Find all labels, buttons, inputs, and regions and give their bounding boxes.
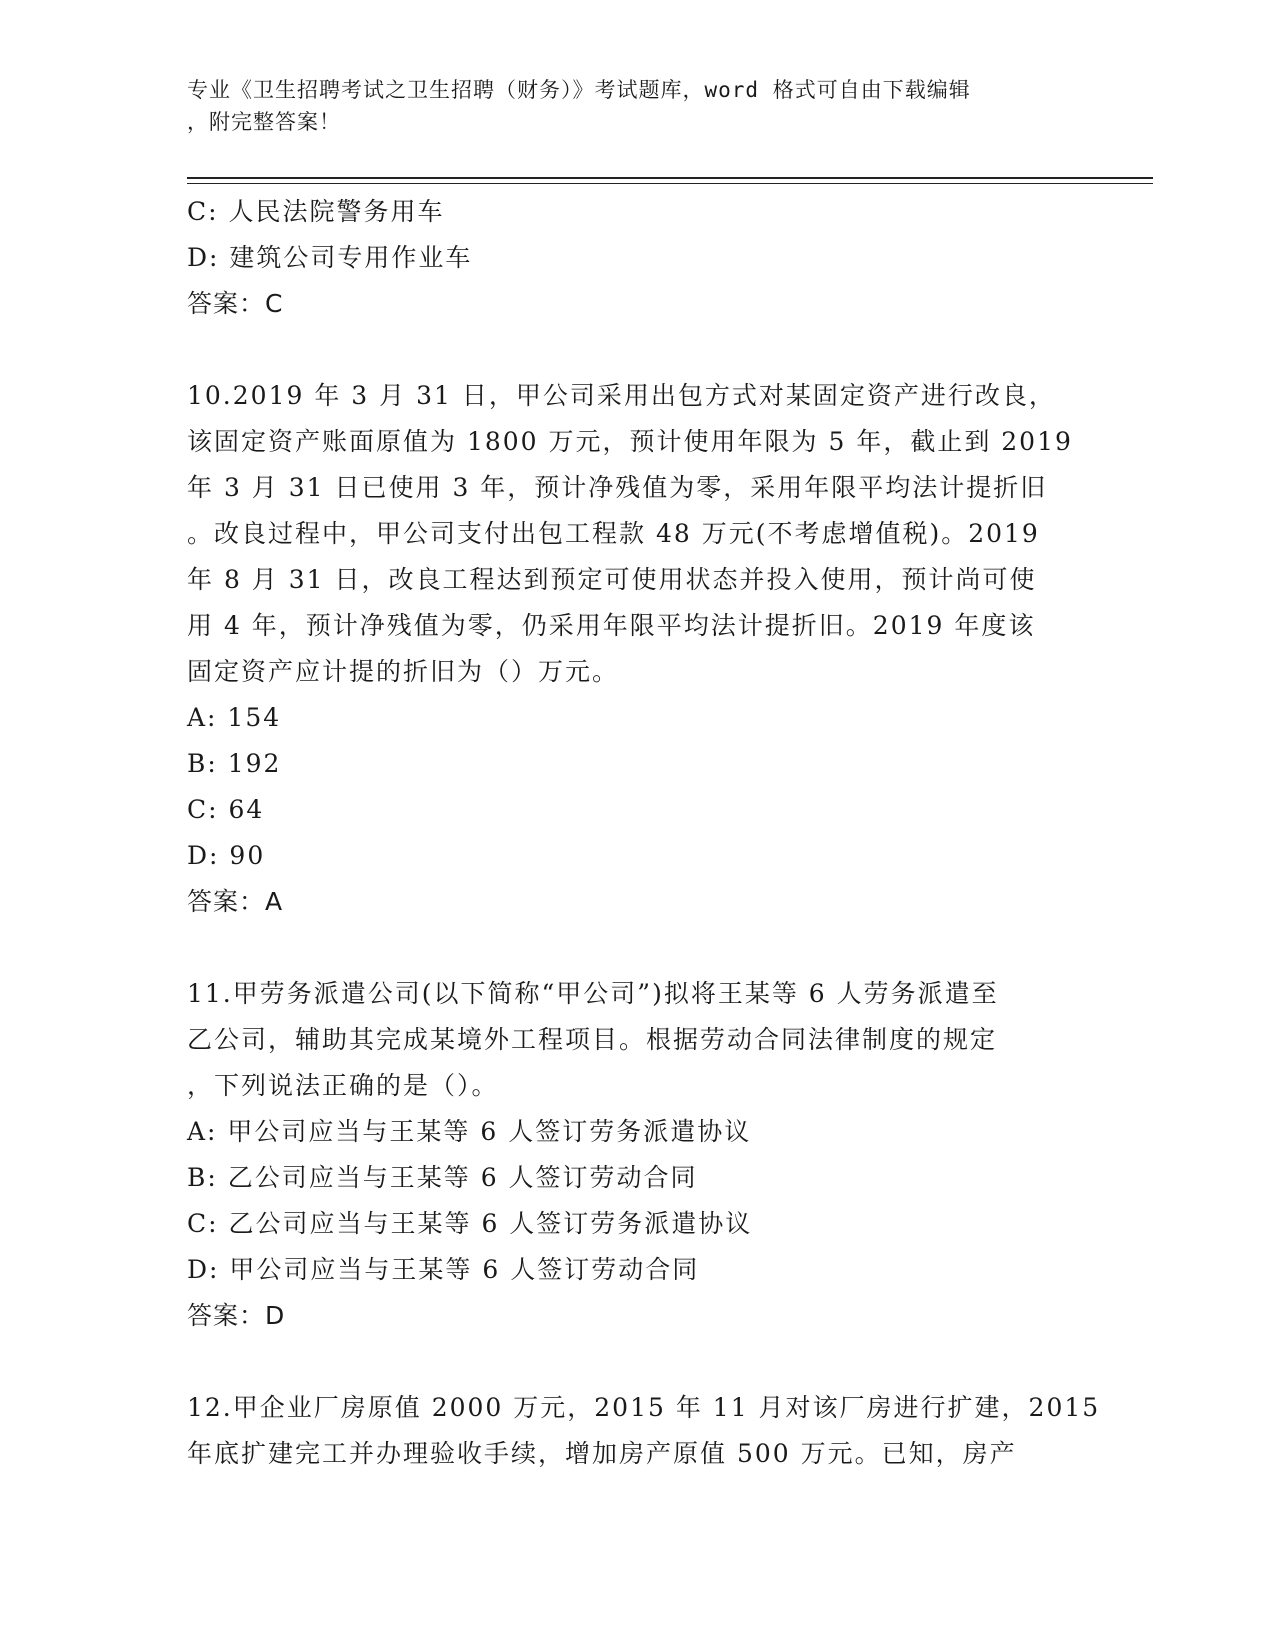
option-a: A: 甲公司应当与王某等 6 人签订劳务派遣协议: [187, 1117, 752, 1146]
option-b: B: 乙公司应当与王某等 6 人签订劳动合同: [187, 1163, 698, 1192]
question-text-line: 用 4 年，预计净残值为零，仍采用年限平均法计提折旧。2019 年度该: [187, 611, 1036, 640]
question-spacer: [187, 925, 1087, 971]
answer-line: 答案：D: [187, 1301, 286, 1330]
question-text-line: 。改良过程中，甲公司支付出包工程款 48 万元(不考虑增值税)。2019: [187, 519, 1040, 548]
question-spacer: [187, 327, 1087, 373]
question-text-line: 固定资产应计提的折旧为（）万元。: [187, 657, 620, 686]
option-b: B: 192: [187, 749, 282, 778]
question-11: [187, 971, 1087, 1339]
question-12: [187, 1385, 1101, 1477]
question-9-tail: [187, 189, 1087, 327]
question-text-line: 12.甲企业厂房原值 2000 万元，2015 年 11 月对该厂房进行扩建，2015: [187, 1393, 1101, 1422]
question-text-line: 该固定资产账面原值为 1800 万元，预计使用年限为 5 年，截止到 2019: [187, 427, 1073, 456]
header-divider-thick: [187, 177, 1153, 179]
option-d: D: 建筑公司专用作业车: [187, 243, 473, 272]
option-c: C: 人民法院警务用车: [187, 197, 445, 226]
header-title-line-1: 专业《卫生招聘考试之卫生招聘（财务）》考试题库，word 格式可自由下载编辑: [187, 78, 971, 102]
option-d: D: 90: [187, 841, 266, 870]
header-title-line-2: ，附完整答案！: [187, 110, 341, 134]
option-c: C: 64: [187, 795, 265, 824]
option-c: C: 乙公司应当与王某等 6 人签订劳务派遣协议: [187, 1209, 753, 1238]
question-text-line: 年 3 月 31 日已使用 3 年，预计净残值为零，采用年限平均法计提折旧: [187, 473, 1048, 502]
question-10: [187, 373, 1087, 925]
page-header: [187, 74, 1067, 138]
question-text-line: 年 8 月 31 日，改良工程达到预定可使用状态并投入使用，预计尚可使: [187, 565, 1037, 594]
option-a: A: 154: [187, 703, 282, 732]
question-text-line: 年底扩建完工并办理验收手续，增加房产原值 500 万元。已知，房产: [187, 1439, 1017, 1468]
question-spacer: [187, 1339, 1087, 1385]
question-text-line: 11.甲劳务派遣公司(以下简称“甲公司”)拟将王某等 6 人劳务派遣至: [187, 979, 999, 1008]
answer-line: 答案：C: [187, 289, 284, 318]
question-text-line: 乙公司，辅助其完成某境外工程项目。根据劳动合同法律制度的规定: [187, 1025, 998, 1054]
question-content: [187, 189, 1101, 1477]
answer-line: 答案：A: [187, 887, 284, 916]
question-text-line: ，下列说法正确的是（）。: [187, 1071, 499, 1100]
option-d: D: 甲公司应当与王某等 6 人签订劳动合同: [187, 1255, 700, 1284]
header-divider-thin: [187, 183, 1153, 184]
question-text-line: 10.2019 年 3 月 31 日，甲公司采用出包方式对某固定资产进行改良，: [187, 381, 1056, 410]
